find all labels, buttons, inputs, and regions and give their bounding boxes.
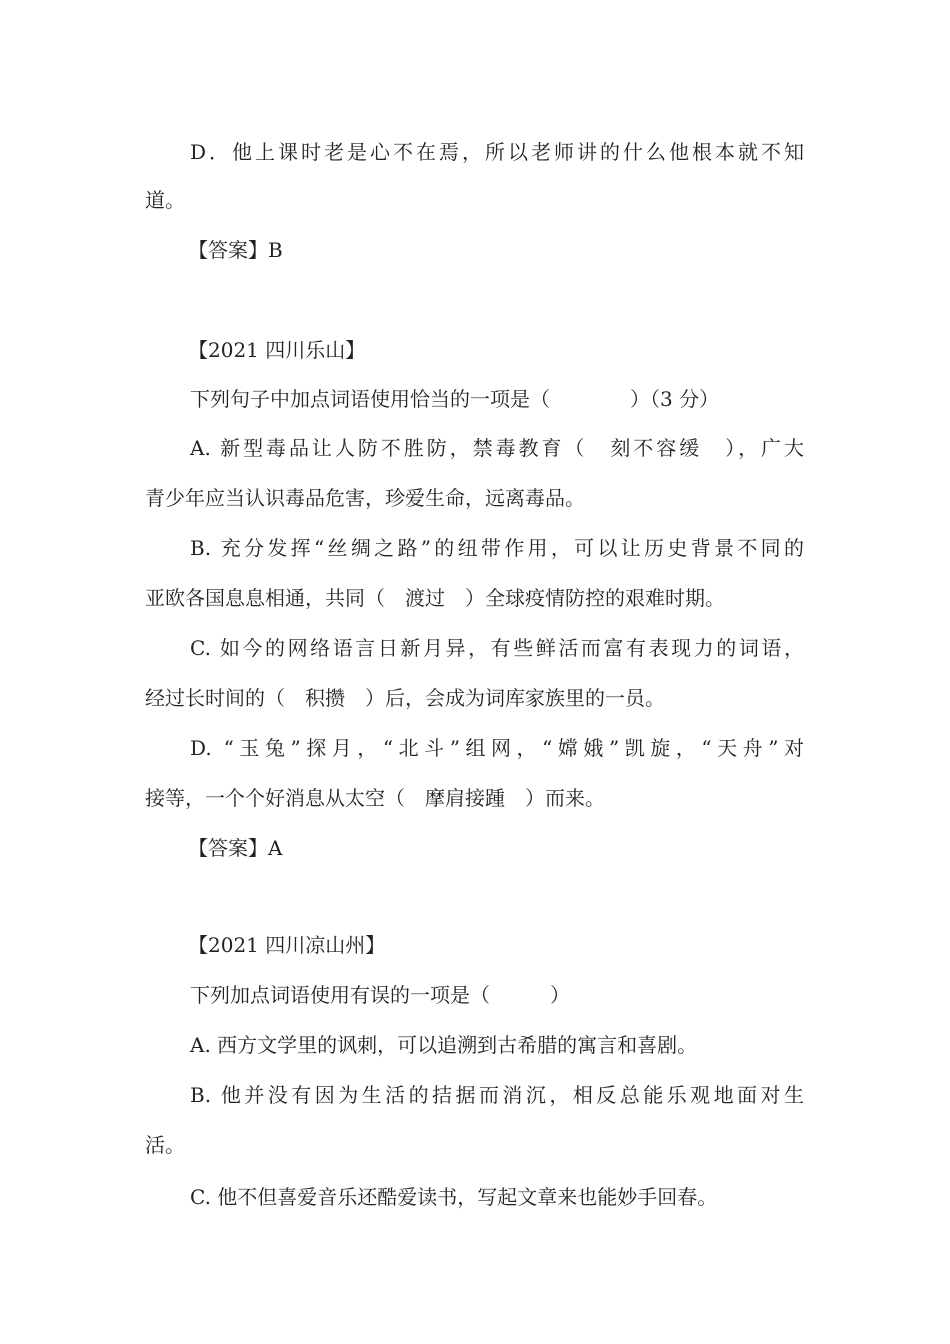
leshan-source: 【2021 四川乐山】 xyxy=(188,338,366,362)
prev-answer: 【答案】B xyxy=(188,238,283,262)
liangshan-option-b-line1: B. 他并没有因为生活的拮据而消沉，相反总能乐观地面对生 xyxy=(190,1083,804,1107)
leshan-option-a-line1: A. 新型毒品让人防不胜防，禁毒教育（ 刻不容缓 ），广大 xyxy=(190,436,804,460)
leshan-option-b-line2: 亚欧各国息息相通，共同（ 渡过 ）全球疫情防控的艰难时期。 xyxy=(145,586,725,610)
prev-option-d-line2: 道。 xyxy=(145,188,185,212)
leshan-option-b-line1: B. 充分发挥“丝绸之路”的纽带作用，可以让历史背景不同的 xyxy=(190,536,804,560)
leshan-option-c-line2: 经过长时间的（ 积攒 ）后，会成为词库家族里的一员。 xyxy=(145,686,665,710)
leshan-option-c-line1: C. 如今的网络语言日新月异，有些鲜活而富有表现力的词语， xyxy=(190,636,804,660)
prev-option-d-line1: D．他上课时老是心不在焉，所以老师讲的什么他根本就不知 xyxy=(190,140,804,164)
liangshan-option-b-line2: 活。 xyxy=(145,1133,185,1157)
leshan-option-a-line2: 青少年应当认识毒品危害，珍爱生命，远离毒品。 xyxy=(145,486,585,510)
leshan-answer: 【答案】A xyxy=(188,836,283,860)
liangshan-option-c-line1: C. 他不但喜爱音乐还酷爱读书，写起文章来也能妙手回春。 xyxy=(190,1185,718,1209)
leshan-option-d-line1: D. “玉兔”探月，“北斗”组网，“嫦娥”凯旋，“天舟”对 xyxy=(190,736,804,760)
liangshan-option-a-line1: A. 西方文学里的讽刺，可以追溯到古希腊的寓言和喜剧。 xyxy=(190,1033,698,1057)
leshan-option-d-line2: 接等，一个个好消息从太空（ 摩肩接踵 ）而来。 xyxy=(145,786,605,810)
liangshan-stem: 下列加点词语使用有误的一项是（ ） xyxy=(190,983,570,1007)
leshan-stem: 下列句子中加点词语使用恰当的一项是（ ）（3 分） xyxy=(190,387,720,411)
liangshan-source: 【2021 四川凉山州】 xyxy=(188,933,386,957)
